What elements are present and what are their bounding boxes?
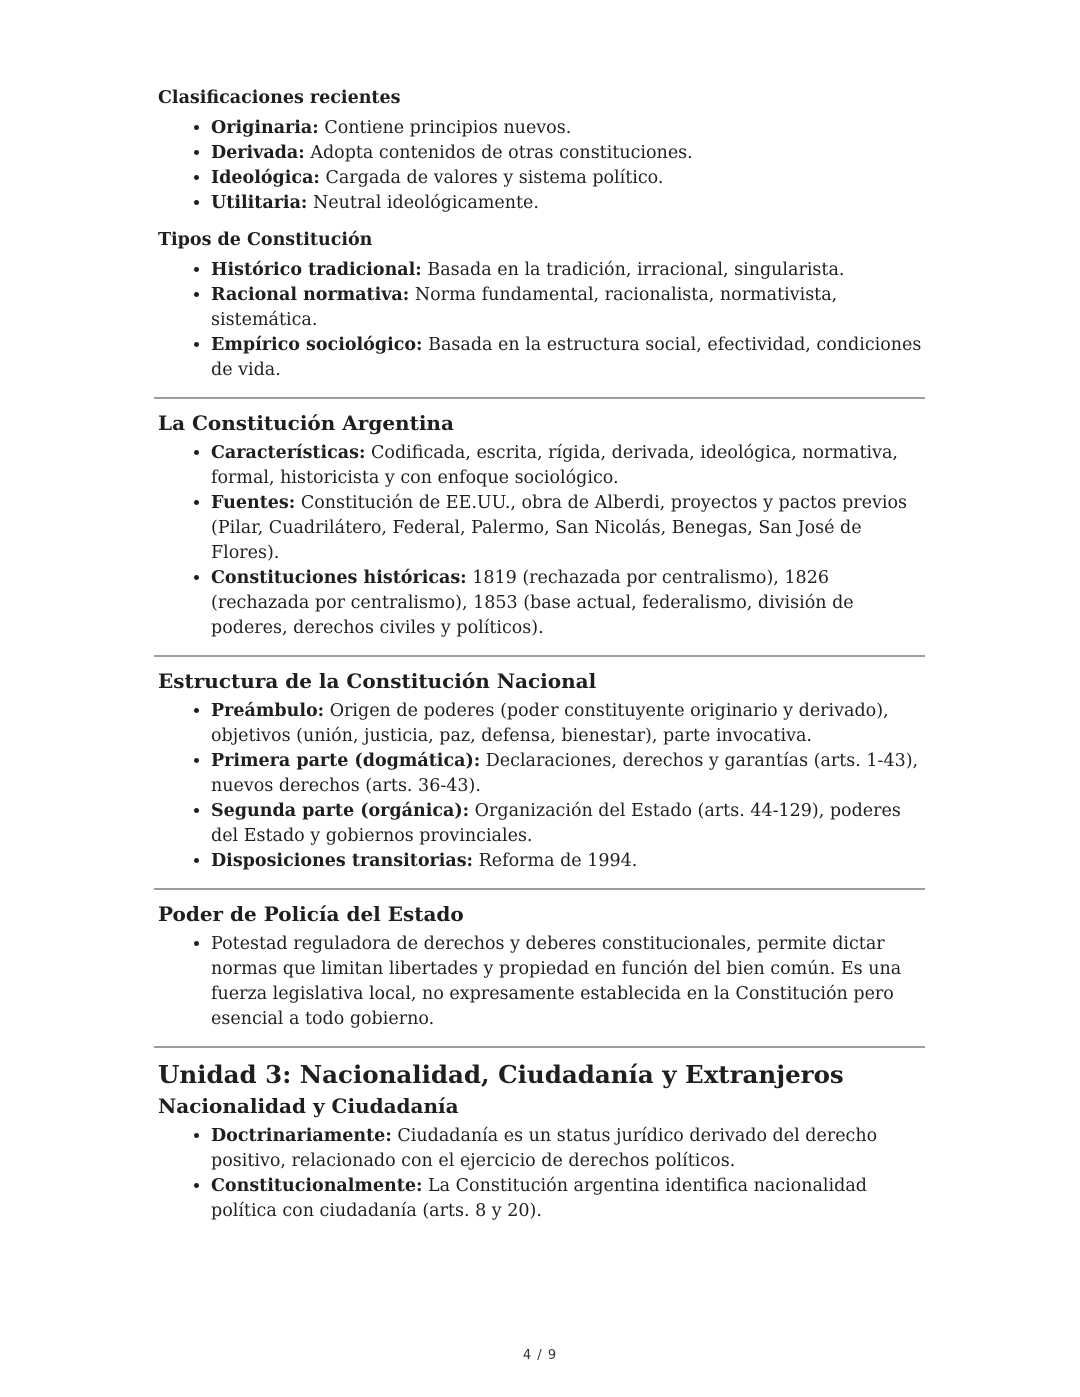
heading-estructura-constitucion-nacional: Estructura de la Constitución Nacional: [158, 669, 597, 693]
item-text: Codificada, escrita, rígida, derivada, ideológica, normativa, formal, historicista y con enfoque sociológico.: [211, 443, 898, 488]
list-item: [211, 141, 924, 166]
heading-poder-de-policia: Poder de Policía del Estado: [158, 902, 464, 926]
item-term: Constituciones históricas:: [211, 568, 467, 588]
heading-clasificaciones-recientes: Clasificaciones recientes: [158, 88, 401, 108]
list-item: [211, 1124, 924, 1174]
clasificaciones-list: [158, 116, 924, 216]
heading-nacionalidad-y-ciudadania: Nacionalidad y Ciudadanía: [158, 1094, 459, 1118]
list-item: [211, 932, 924, 1032]
item-text: Declaraciones, derechos y garantías (arts. 1-43), nuevos derechos (arts. 36-43).: [211, 751, 919, 796]
list-item: [211, 699, 924, 749]
item-term: Derivada:: [211, 143, 305, 163]
list-item: [211, 166, 924, 191]
list-item: [211, 1174, 924, 1224]
document-content: [158, 88, 924, 1224]
item-term: Características:: [211, 443, 366, 463]
item-text: Potestad reguladora de derechos y deberes constitucionales, permite dictar normas que limitan libertades y propiedad en función del bien común. Es una fuerza legislativa local, no expresamente establecida en la Constitución pero esencial a todo gobierno.: [211, 934, 902, 1029]
heading-tipos-de-constitucion: Tipos de Constitución: [158, 230, 373, 250]
list-item: [211, 491, 924, 566]
item-term: Fuentes:: [211, 493, 296, 513]
item-text: Norma fundamental, racionalista, normativista, sistemática.: [211, 285, 838, 330]
item-text: Contiene principios nuevos.: [324, 118, 572, 138]
list-item: [211, 749, 924, 799]
item-text: Ciudadanía es un status jurídico derivado del derecho positivo, relacionado con el ejercicio de derechos políticos.: [211, 1126, 878, 1171]
list-item: [211, 441, 924, 491]
list-item: [211, 566, 924, 641]
item-term: Disposiciones transitorias:: [211, 851, 474, 871]
item-term: Utilitaria:: [211, 193, 308, 213]
nacionalidad-list: [158, 1124, 924, 1224]
item-text: Neutral ideológicamente.: [312, 193, 539, 213]
section-divider: [154, 655, 925, 657]
item-text: Origen de poderes (poder constituyente originario y derivado), objetivos (unión, justicia, paz, defensa, bienestar), parte invocativa.: [211, 701, 889, 746]
section-divider: [154, 1046, 925, 1048]
heading-unidad-3: Unidad 3: Nacionalidad, Ciudadanía y Extranjeros: [158, 1060, 844, 1089]
item-text: Cargada de valores y sistema político.: [325, 168, 664, 188]
list-item: [211, 116, 924, 141]
item-term: Empírico sociológico:: [211, 335, 423, 355]
item-term: Segunda parte (orgánica):: [211, 801, 470, 821]
item-term: Primera parte (dogmática):: [211, 751, 481, 771]
constitucion-argentina-list: [158, 441, 924, 641]
item-text: Constitución de EE.UU., obra de Alberdi, proyectos y pactos previos (Pilar, Cuadrilátero, Federal, Palermo, San Nicolás, Benegas, San José de Flores).: [211, 493, 907, 563]
item-term: Originaria:: [211, 118, 319, 138]
item-term: Constitucionalmente:: [211, 1176, 423, 1196]
item-term: Preámbulo:: [211, 701, 325, 721]
list-item: [211, 799, 924, 849]
item-term: Doctrinariamente:: [211, 1126, 392, 1146]
item-term: Histórico tradicional:: [211, 260, 422, 280]
item-term: Ideológica:: [211, 168, 320, 188]
list-item: [211, 191, 924, 216]
list-item: [211, 258, 924, 283]
list-item: [211, 849, 924, 874]
section-divider: [154, 397, 925, 399]
item-text: Adopta contenidos de otras constituciones.: [310, 143, 693, 163]
item-text: Basada en la estructura social, efectividad, condiciones de vida.: [211, 335, 922, 380]
poder-policia-list: [158, 932, 924, 1032]
list-item: [211, 333, 924, 383]
tipos-list: [158, 258, 924, 383]
item-text: 1819 (rechazada por centralismo), 1826 (rechazada por centralismo), 1853 (base actual, federalismo, división de poderes, derechos civiles y políticos).: [211, 568, 854, 638]
page-number-indicator: 4 / 9: [522, 1348, 558, 1363]
item-text: La Constitución argentina identifica nacionalidad política con ciudadanía (arts. 8 y 20).: [211, 1176, 867, 1221]
section-divider: [154, 888, 925, 890]
heading-la-constitucion-argentina: La Constitución Argentina: [158, 411, 454, 435]
item-text: Organización del Estado (arts. 44-129), poderes del Estado y gobiernos provinciales.: [211, 801, 901, 846]
item-text: Basada en la tradición, irracional, singularista.: [427, 260, 845, 280]
item-text: Reforma de 1994.: [478, 851, 638, 871]
estructura-list: [158, 699, 924, 874]
item-term: Racional normativa:: [211, 285, 410, 305]
list-item: [211, 283, 924, 333]
